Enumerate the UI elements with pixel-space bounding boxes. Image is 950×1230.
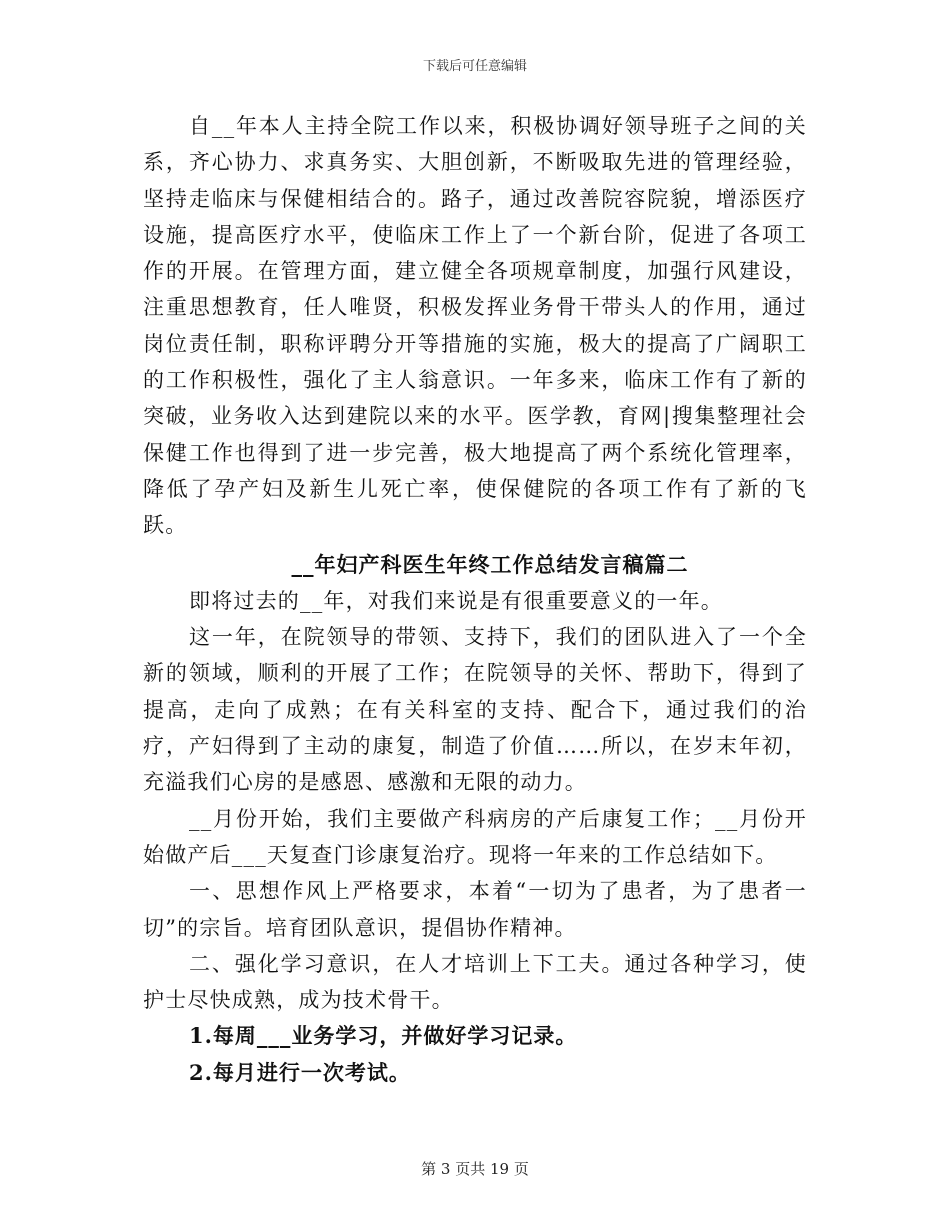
page-footer: 第 3 页共 19 页 [421, 1160, 529, 1178]
paragraph: 这一年，在院领导的带领、支持下，我们的团队进入了一个全新的领域，顺利的开展了工作；在院领导的关怀、帮助下，得到了提高，走向了成熟；在有关科室的支持、配合下，通过我们的治疗，产妇得到了主动的康复，制造了价值……所以，在岁末年初，充溢我们心房的是感恩、感激和无限的动力。 [143, 625, 807, 795]
paragraph: __月份开始，我们主要做产科病房的产后康复工作；__月份开始做产后___天复查门诊康复治疗。现将一年来的工作总结如下。 [143, 806, 807, 867]
paragraph: 自__年本人主持全院工作以来，积极协调好领导班子之间的关系，齐心协力、求真务实、大胆创新，不断吸取先进的管理经验，坚持走临床与保健相结合的。路子，通过改善院容院貌，增添医疗设施，提高医疗水平，使临床工作上了一个新台阶，促进了各项工作的开展。在管理方面，建立健全各项规章制度，加强行风建设，注重思想教育，任人唯贤，积极发挥业务骨干带头人的作用，通过岗位责任制，职称评聘分开等措施的实施，极大的提高了广阔职工的工作积极性，强化了主人翁意识。一年多来，临床工作有了新的突破，业务收入达到建院以来的水平。医学教，育网|搜集整理社会保健工作也得到了进一步完善，极大地提高了两个系统化管理率，降低了孕产妇及新生儿死亡率，使保健院的各项工作有了新的飞跃。 [143, 114, 807, 538]
paragraph: 即将过去的__年，对我们来说是有很重要意义的一年。 [189, 588, 723, 613]
page-header: 下载后可任意编辑 [422, 59, 527, 74]
paragraph: 一、思想作风上严格要求，本着“一切为了患者，为了患者一切”的宗旨。培育团队意识，提倡协作精神。 [143, 879, 807, 940]
list-item: 1.每周___业务学习，并做好学习记录。 [189, 1023, 578, 1049]
paragraph: 二、强化学习意识，在人才培训上下工夫。通过各种学习，使护士尽快成熟，成为技术骨干。 [143, 951, 807, 1013]
document-body [143, 108, 807, 1091]
section-title: __年妇产科医生年终工作总结发言稿篇二 [291, 551, 689, 577]
list-item: 2.每月进行一次考试。 [189, 1059, 411, 1085]
